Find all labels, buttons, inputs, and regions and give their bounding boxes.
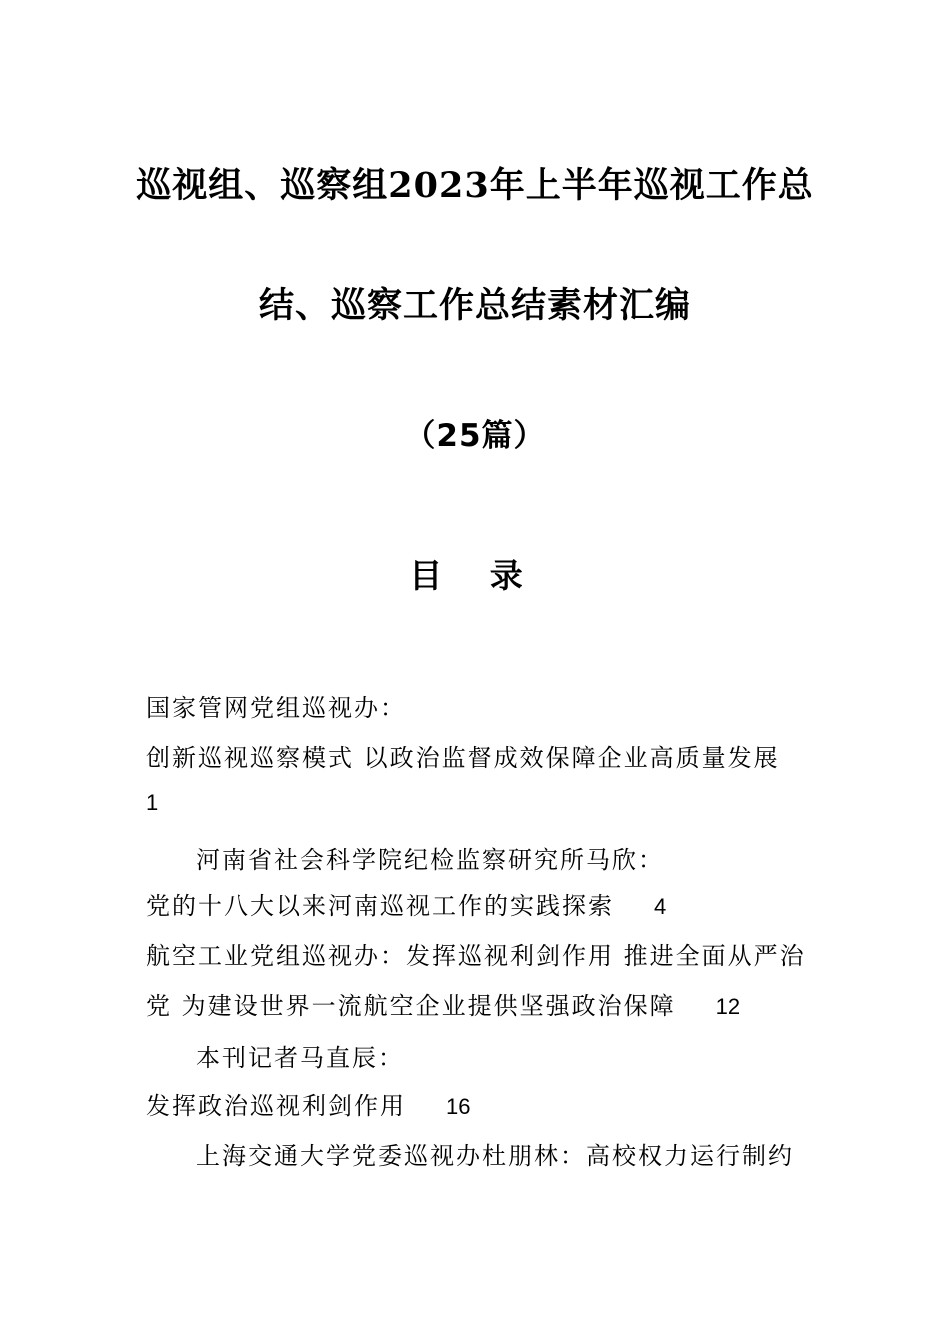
toc-entry-1-page: 1 bbox=[146, 790, 159, 815]
toc-entry-5-line-1: 上海交通大学党委巡视办杜朋林：高校权力运行制约 bbox=[196, 1142, 794, 1170]
toc-entry-2-title: 党的十八大以来河南巡视工作的实践探索 bbox=[146, 892, 614, 920]
toc-entry-4-title: 发挥政治巡视利剑作用 bbox=[146, 1092, 406, 1120]
toc-entry-2-page: 4 bbox=[654, 894, 667, 919]
toc-entry-3-line-1: 航空工业党组巡视办：发挥巡视利剑作用 推进全面从严治 bbox=[146, 942, 806, 970]
document-title-line-1: 巡视组、巡察组2023年上半年巡视工作总 bbox=[136, 165, 814, 206]
document-title-line-2: 结、巡察工作总结素材汇编 bbox=[258, 285, 691, 326]
toc-entry-1-title: 创新巡视巡察模式 以政治监督成效保障企业高质量发展 bbox=[146, 744, 780, 772]
toc-entry-2-line bbox=[146, 886, 816, 921]
toc-heading: 目 录 bbox=[409, 556, 541, 595]
toc-entry-3-title: 党 为建设世界一流航空企业提供坚强政治保障 bbox=[146, 992, 676, 1020]
toc-entry-4-line bbox=[146, 1086, 816, 1121]
toc-entry-4-author: 本刊记者马直辰： bbox=[196, 1044, 404, 1072]
toc-entry-2-author: 河南省社会科学院纪检监察研究所马欣： bbox=[196, 846, 664, 874]
toc-entry-3-line-2 bbox=[146, 986, 816, 1021]
toc-entry-1-author: 国家管网党组巡视办： bbox=[146, 694, 406, 722]
toc-entry-4-page: 16 bbox=[446, 1094, 471, 1119]
toc-entry-3-page: 12 bbox=[715, 994, 741, 1019]
article-count: （25篇） bbox=[404, 418, 546, 454]
